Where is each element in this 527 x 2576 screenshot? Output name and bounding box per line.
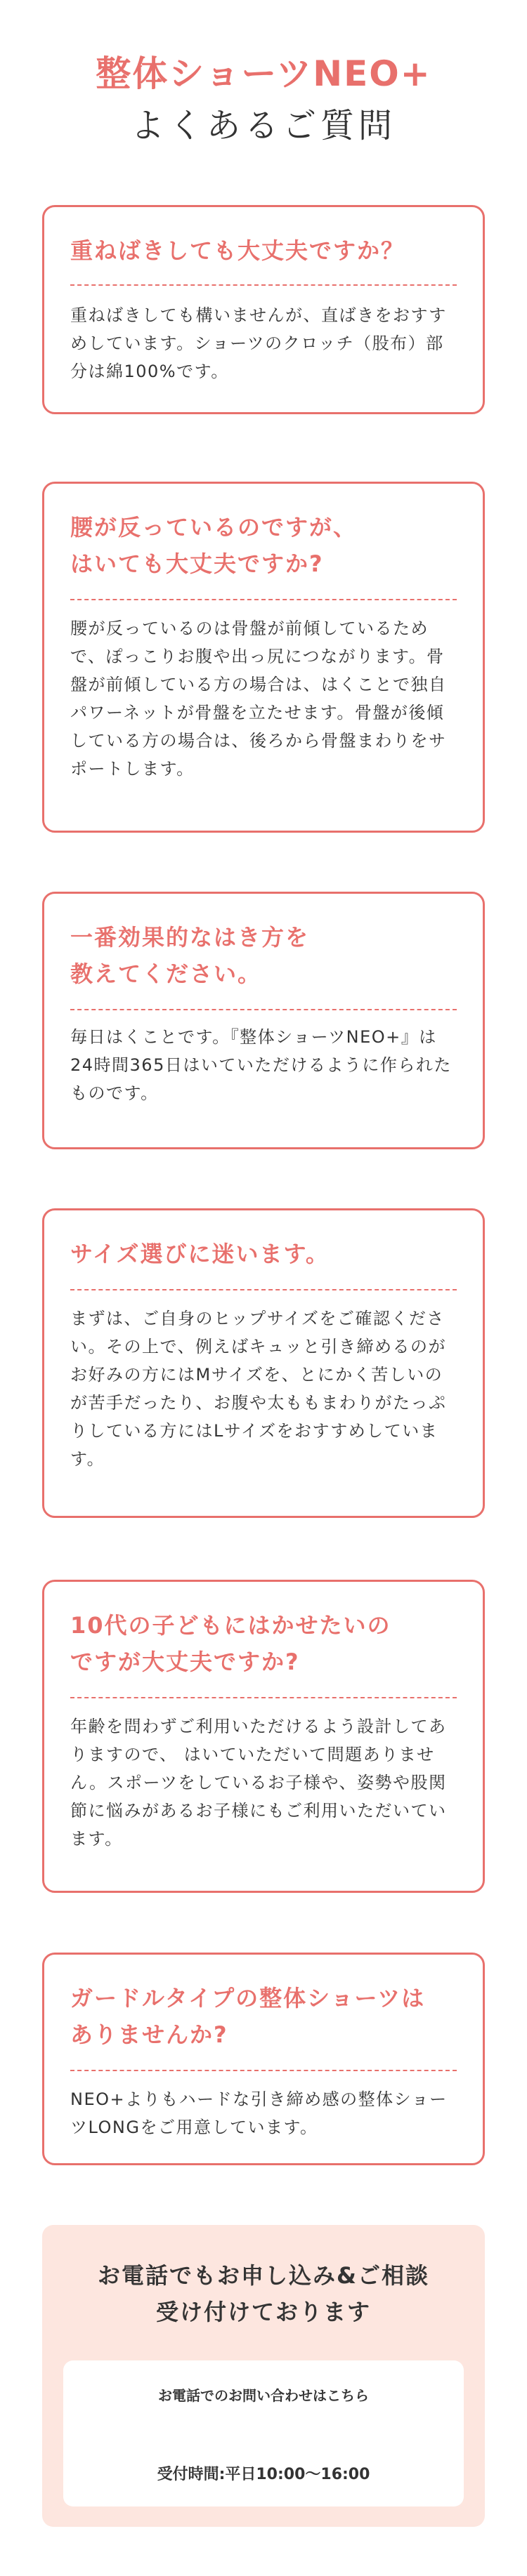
- faq-question: ガードルタイプの整体ショーツは ありませんか?: [70, 1985, 426, 2048]
- faq-divider: [70, 2070, 457, 2071]
- faq-divider: [70, 1009, 457, 1010]
- business-hours: 受付時間:平日10:00～16:00: [157, 2466, 370, 2483]
- faq-divider: [70, 284, 457, 286]
- page-title: よくあるご質問: [130, 106, 396, 145]
- faq-divider: [70, 1289, 457, 1290]
- faq-answer: まずは、ご自身のヒップサイズをご確認ください。その上で、例えばキュッと引き締めるのがお好みの方にはMサイズを、とにかく苦しいのが苦手だったり、お腹や太ももまわりがたっぷりしている方にはLサイズをおすすめしています。: [70, 1309, 447, 1469]
- faq-question: サイズ選びに迷います。: [70, 1241, 330, 1267]
- faq-answer: 重ねばきしても構いませんが、直ばきをおすすめしています。ショーツのクロッチ（股布）部分は綿100%です。: [70, 305, 447, 381]
- page-header: [0, 49, 527, 150]
- faq-item: [42, 482, 485, 833]
- phone-contact-box[interactable]: [63, 2360, 464, 2506]
- faq-item: [42, 205, 485, 414]
- faq-item: [42, 892, 485, 1149]
- faq-question: 10代の子どもにはかせたいの ですが大丈夫ですか?: [70, 1612, 391, 1675]
- faq-item: [42, 1580, 485, 1893]
- faq-answer: 腰が反っているのは骨盤が前傾しているためで、ぽっこりお腹や出っ尻につながります。骨盤が前傾している方の場合は、はくことで独自パワーネットが骨盤を立たせます。骨盤が後傾している方の場合は、後ろから骨盤まわりをサポートします。: [70, 619, 447, 779]
- phone-inquiry-note: お電話でのお問い合わせはこちら: [158, 2387, 369, 2404]
- faq-item: [42, 1953, 485, 2165]
- brand-title: 整体ショーツNEO+: [96, 53, 431, 94]
- faq-divider: [70, 599, 457, 600]
- contact-section: [42, 2225, 485, 2527]
- faq-question: 一番効果的なはき方を 教えてください。: [70, 924, 310, 987]
- faq-answer: 年齢を問わずご利用いただけるよう設計してありますので、 はいていただいて問題ありません。スポーツをしているお子様や、姿勢や股関節に悩みがあるお子様にもご利用いただいています。: [70, 1717, 447, 1849]
- faq-question: 重ねばきしても大丈夫ですか？: [70, 237, 405, 264]
- faq-answer: 毎日はくことです。『整体ショーツNEO+』は24時間365日はいていただけるように作られたものです。: [70, 1027, 452, 1103]
- faq-divider: [70, 1697, 457, 1698]
- contact-title: お電話でもお申し込み&ご相談 受け付けております: [98, 2262, 429, 2325]
- faq-answer: NEO+よりもハードな引き締め感の整体ショーツLONGをご用意しています。: [70, 2089, 448, 2137]
- faq-question: 腰が反っているのですが、 はいても大丈夫ですか?: [70, 514, 358, 577]
- faq-item: [42, 1208, 485, 1518]
